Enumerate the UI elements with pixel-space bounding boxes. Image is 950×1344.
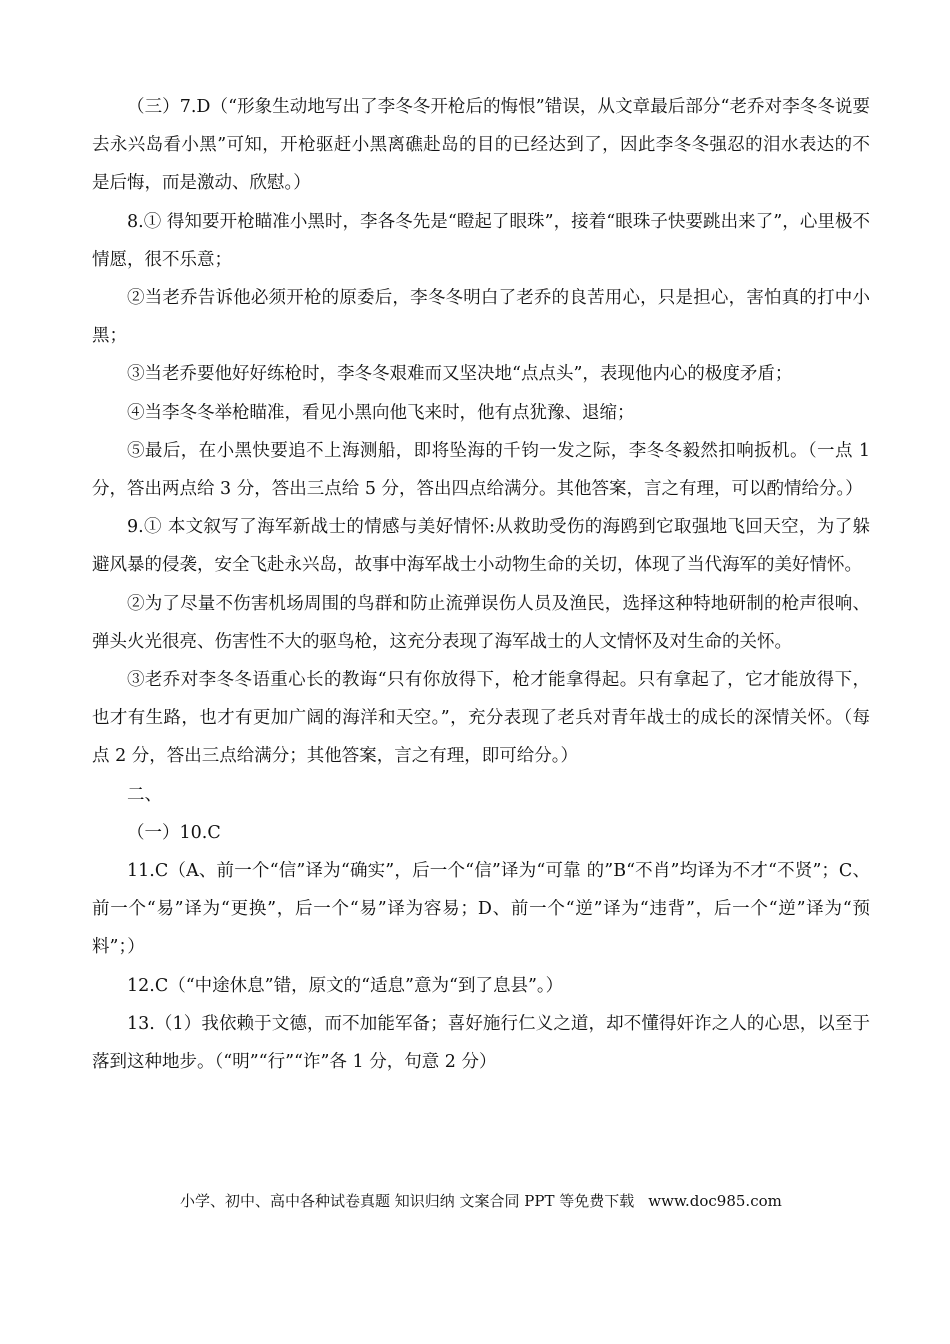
paragraph-q12: 12.C（“中途休息”错，原文的“适息”意为“到了息县”。） <box>127 975 564 996</box>
paragraph-q8-point1: 8.① 得知要开枪瞄准小黑时，李各冬先是“瞪起了眼珠”，接着“眼珠子快要跳出来了”，心里极不情愿，很不乐意； <box>92 211 870 270</box>
paragraph-q8-point3: ③当老乔要他好好练枪时，李冬冬艰难而又坚决地“点点头”，表现他内心的极度矛盾； <box>127 364 793 385</box>
section-heading-two: 二、 <box>127 784 162 805</box>
paragraph-q9-point1: 9.① 本文叙写了海军新战士的情感与美好情怀:从救助受伤的海鸥到它取强地飞回天空，为了躲避风暴的侵袭，安全飞赴永兴岛，故事中海军战士小动物生命的关切，体现了当代海军的美好情怀。 <box>92 517 870 576</box>
paragraph-q8-point4: ④当李冬冬举枪瞄准，看见小黑向他飞来时，他有点犹豫、退缩； <box>127 402 635 423</box>
paragraph-q9-point3: ③老乔对李冬冬语重心长的教诲“只有你放得下，枪才能拿得起。只有拿起了，它才能放得下，也才有生路，也才有更加广阔的海洋和天空。”，充分表现了老兵对青年战士的成长的深情关怀。（每点 2 分，答出三点给满分；其他答案，言之有理，即可给分。） <box>92 670 870 767</box>
paragraph-q8-point5: ⑤最后，在小黑快要追不上海测船，即将坠海的千钧一发之际，李冬冬毅然扣响扳机。（一点 1 分，答出两点给 3 分，答出三点给 5 分，答出四点给满分。其他答案，言之有理，可以酌情给分。） <box>92 440 870 500</box>
paragraph-q11: 11.C（A、前一个“信”译为“确实”，后一个“信”译为“可靠 的”B“不肖”均译为不才“不贤”；C、前一个“易”译为“更换”，后一个“易”译为容易；D、前一个“逆”译为“违背”，后一个“逆”译为“预料”；） <box>92 861 870 958</box>
paragraph-q8-point2: ②当老乔告诉他必须开枪的原委后，李冬冬明白了老乔的良苦用心，只是担心，害怕真的打中小黑； <box>92 288 870 347</box>
paragraph-q9-point2: ②为了尽量不伤害机场周围的鸟群和防止流弹误伤人员及渔民，选择这种特地研制的枪声很响、弹头火光很亮、伤害性不大的驱鸟枪，这充分表现了海军战士的人文情怀及对生命的关怀。 <box>92 593 870 652</box>
paragraph-q10: （一）10.C <box>127 822 221 843</box>
footer-text: 小学、初中、高中各种试卷真题 知识归纳 文案合同 PPT 等免费下载 <box>180 1192 635 1210</box>
page-footer <box>180 1190 880 1212</box>
paragraph-q13: 13.（1）我依赖于文德，而不加能军备；喜好施行仁义之道，却不懂得奸诈之人的心思，以至于落到这种地步。（“明”“行”“诈”各 1 分，句意 2 分） <box>92 1013 870 1073</box>
answer-content <box>92 88 870 1081</box>
footer-site-link[interactable]: www.doc985.com <box>648 1192 782 1210</box>
paragraph-q7: （三）7.D（“形象生动地写出了李冬冬开枪后的悔恨”错误，从文章最后部分“老乔对李冬冬说要去永兴岛看小黑”可知，开枪驱赶小黑离礁赴岛的目的已经达到了，因此李冬冬强忍的泪水表达的不是后悔，而是激动、欣慰。） <box>92 97 870 194</box>
